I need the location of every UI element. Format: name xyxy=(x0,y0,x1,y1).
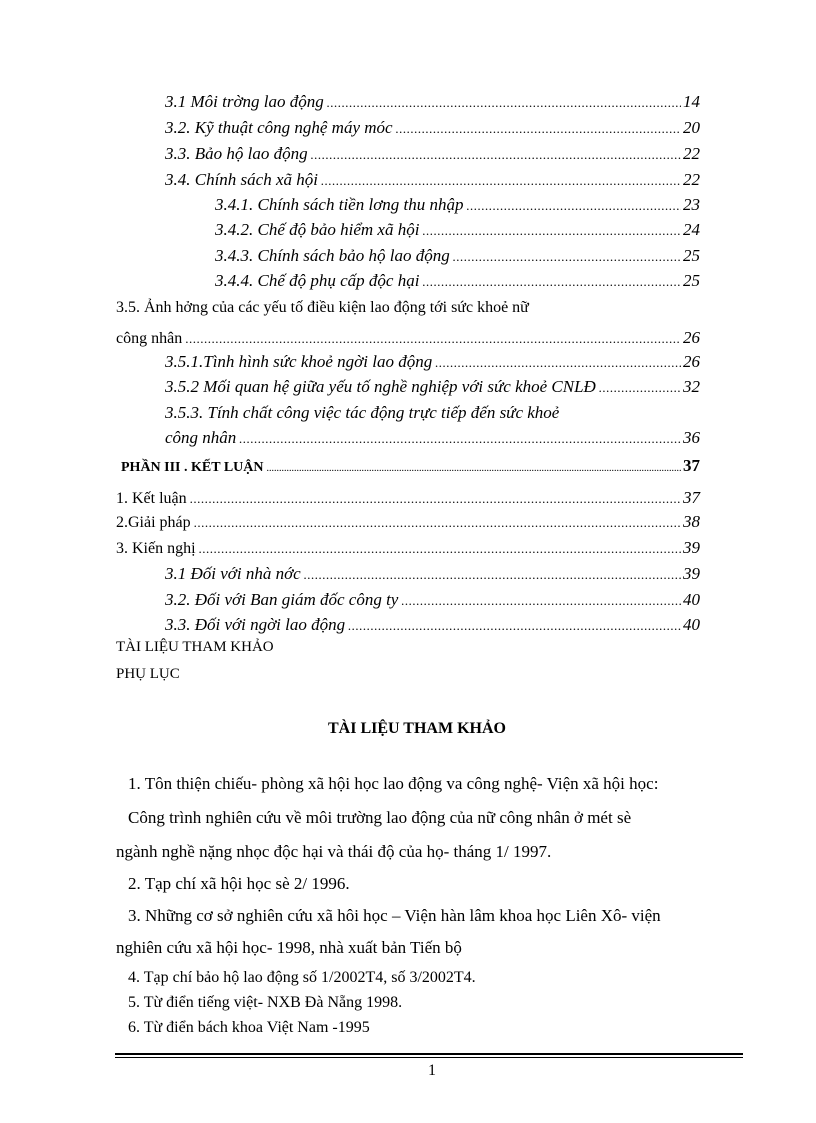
footer-rule xyxy=(115,1057,743,1058)
footer-rule xyxy=(115,1053,743,1055)
toc-entry xyxy=(165,428,700,448)
toc-extra-references: TÀI LIỆU THAM KHẢO xyxy=(116,639,274,655)
toc-label: 3. Kiến nghị xyxy=(116,540,196,557)
toc-entry xyxy=(116,328,700,348)
reference-item: 2. Tạp chí xã hội học sè 2/ 1996. xyxy=(128,874,350,893)
toc-page: 40 xyxy=(683,590,700,609)
toc-label: 1. Kết luận xyxy=(116,490,187,507)
toc-label: 3.2. Đối với Ban giám đốc công ty xyxy=(165,590,399,609)
toc-page: 37 xyxy=(683,456,700,475)
toc-page: 37 xyxy=(683,488,700,507)
toc-page: 38 xyxy=(683,512,700,531)
toc-entry xyxy=(215,271,700,291)
toc-label: 3.3. Bảo hộ lao động xyxy=(165,144,308,163)
toc-entry xyxy=(165,144,700,164)
toc-page: 32 xyxy=(683,377,700,396)
toc-page: 22 xyxy=(683,170,700,189)
toc-label: 3.4.1. Chính sách tiền lơng thu nhập xyxy=(215,195,464,214)
reference-item: ngành nghề nặng nhọc độc hại và thái độ của họ- tháng 1/ 1997. xyxy=(116,842,552,861)
toc-entry xyxy=(121,456,700,476)
toc-entry xyxy=(165,590,700,610)
toc-page: 26 xyxy=(683,352,700,371)
reference-item: 4. Tạp chí bảo hộ lao động số 1/2002T4, số 3/2002T4. xyxy=(128,969,476,986)
toc-label: 3.1 Đối với nhà nớc xyxy=(165,564,301,583)
toc-page: 26 xyxy=(683,328,700,347)
toc-label: 3.3. Đối với ngời lao động xyxy=(165,615,346,634)
toc-label: PHẦN III . KẾT LUẬN xyxy=(121,460,264,475)
toc-page: 39 xyxy=(683,564,700,583)
toc-label: 2.Giải pháp xyxy=(116,514,191,531)
toc-page: 23 xyxy=(683,195,700,214)
reference-item: 3. Những cơ sở nghiên cứu xã hôi học – Viện hàn lâm khoa học Liên Xô- viện xyxy=(128,906,661,925)
toc-label: 3.4.2. Chế độ bảo hiểm xã hội xyxy=(215,220,420,239)
toc-entry xyxy=(165,170,700,190)
toc-entry xyxy=(116,512,700,532)
toc-label: 3.5.2 Mối quan hệ giữa yếu tố nghề nghiệp với sức khoẻ CNLĐ xyxy=(165,377,596,396)
reference-item: 1. Tôn thiện chiếu- phòng xã hội học lao động va công nghệ- Viện xã hội học: xyxy=(128,774,659,793)
toc-entry xyxy=(215,195,700,215)
toc-label: 3.4. Chính sách xã hội xyxy=(165,170,318,189)
toc-label: 3.2. Kỹ thuật công nghệ máy móc xyxy=(165,118,393,137)
toc-page: 24 xyxy=(683,220,700,239)
toc-page: 20 xyxy=(683,118,700,137)
reference-item: 5. Từ điển tiếng việt- NXB Đà Nẵng 1998. xyxy=(128,994,403,1011)
toc-entry xyxy=(165,564,700,584)
toc-label: 3.4.3. Chính sách bảo hộ lao động xyxy=(215,246,450,265)
toc-entry xyxy=(215,246,700,266)
toc-label: công nhân xyxy=(165,428,237,447)
toc-entry xyxy=(165,92,700,112)
toc-label: công nhân xyxy=(116,330,183,347)
toc-entry xyxy=(165,615,700,635)
toc-entry xyxy=(215,220,700,240)
toc-entry xyxy=(165,352,700,372)
toc-label: 3.5.1.Tình hình sức khoẻ ngời lao động xyxy=(165,352,433,371)
toc-entry xyxy=(165,377,700,397)
toc-page: 22 xyxy=(683,144,700,163)
toc-label: 3.4.4. Chế độ phụ cấp độc hại xyxy=(215,271,420,290)
toc-extra-appendix: PHỤ LỤC xyxy=(116,666,180,682)
toc-page: 25 xyxy=(683,246,700,265)
toc-entry xyxy=(116,538,700,558)
toc-page: 25 xyxy=(683,271,700,290)
toc-entry-heading: 3.5.3. Tính chất công việc tác động trực tiếp đến sức khoẻ xyxy=(165,403,560,422)
references-title: TÀI LIỆU THAM KHẢO xyxy=(328,720,506,737)
reference-item: nghiên cứu xã hội học- 1998, nhà xuất bản Tiến bộ xyxy=(116,938,462,957)
toc-page: 36 xyxy=(683,428,700,447)
toc-page: 39 xyxy=(683,538,700,557)
toc-entry xyxy=(116,488,700,508)
toc-page: 14 xyxy=(683,92,700,111)
toc-label: 3.1 Môi trờng lao động xyxy=(165,92,324,111)
toc-page: 40 xyxy=(683,615,700,634)
toc-entry xyxy=(165,118,700,138)
page-number: 1 xyxy=(428,1062,436,1079)
reference-item: 6. Từ điển bách khoa Việt Nam -1995 xyxy=(128,1019,370,1036)
reference-item: Công trình nghiên cứu về môi trường lao động của nữ công nhân ở mét sè xyxy=(128,808,632,827)
toc-entry-heading: 3.5. Ảnh hởng của các yếu tố điều kiện lao động tới sức khoẻ nữ xyxy=(116,299,529,316)
